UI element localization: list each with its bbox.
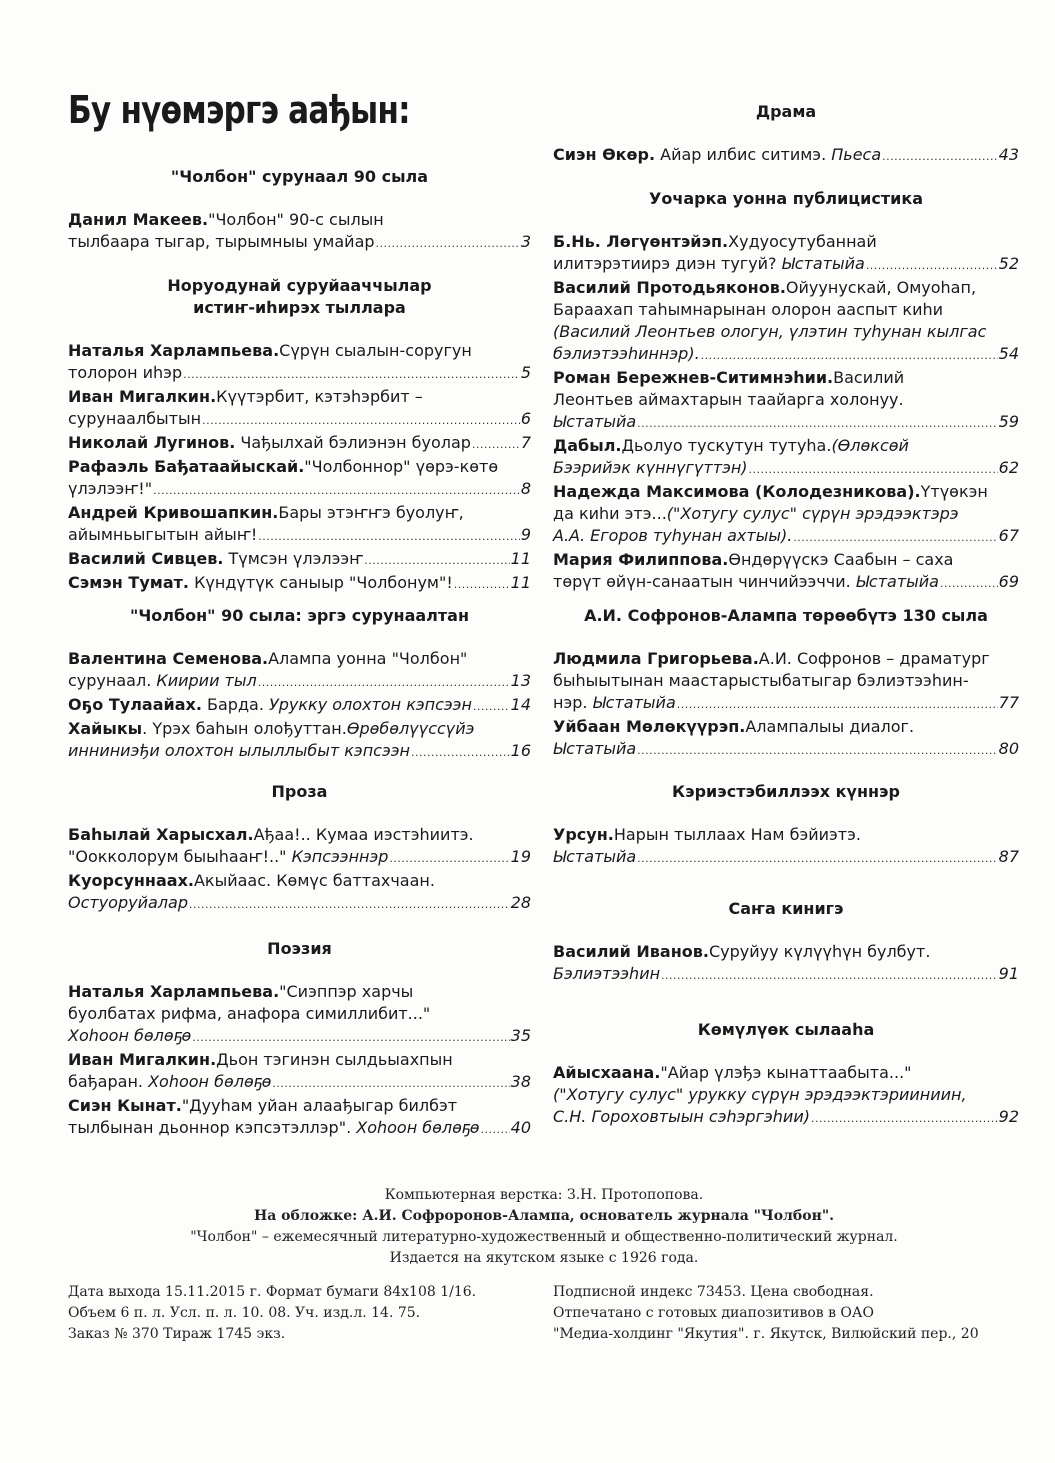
entry-text: Күндүтүк саныыр "Чолбонум"! bbox=[188, 573, 453, 592]
entry-author: Василий Иванов. bbox=[553, 942, 709, 961]
entry-genre: Кэпсээннэр bbox=[291, 847, 389, 866]
entry-author: Айысхаана. bbox=[553, 1063, 661, 1082]
entry-genre: Бээрийэк күннүгүттэн) bbox=[553, 458, 748, 477]
entry-author: Наталья Харлампьева. bbox=[68, 341, 280, 360]
entry-text: "Сиэппэр харчы bbox=[279, 982, 414, 1001]
leader-dots bbox=[793, 527, 997, 549]
entry-text: Бараахап таһымнарынан олорон ааспыт киһи bbox=[553, 300, 944, 319]
section-title-line: истиҥ-иһирэх тыллара bbox=[193, 298, 406, 317]
entry-author: Куорсуннаах. bbox=[68, 871, 194, 890]
entry-genre: (Өлөксөй bbox=[831, 436, 909, 455]
entry-genre: Ыстатыйа bbox=[855, 572, 939, 591]
section-writers bbox=[68, 275, 531, 596]
entry-text: төрүт өйүн-санаатын чинчийээччи. bbox=[553, 572, 856, 591]
entry-text: Түмсэн үлэлээҥ bbox=[223, 549, 364, 568]
entry-text: Сүрүн сыалын-соругун bbox=[279, 341, 472, 360]
leader-dots bbox=[258, 672, 510, 694]
page-number: 77 bbox=[998, 693, 1019, 712]
leader-dots bbox=[153, 480, 520, 502]
toc-entry[interactable] bbox=[68, 981, 531, 1049]
entry-text: да киһи этэ... bbox=[553, 504, 667, 523]
leader-dots bbox=[637, 848, 997, 870]
toc-entry[interactable] bbox=[553, 435, 1019, 481]
entry-author: Урсун. bbox=[553, 825, 614, 844]
toc-entry[interactable] bbox=[68, 1049, 531, 1095]
imprint-line: Заказ № 370 Тираж 1745 экз. bbox=[68, 1326, 286, 1342]
entry-text: Леонтьев аймахтарын таайарга холонуу. bbox=[553, 390, 904, 409]
page-number: 40 bbox=[510, 1118, 531, 1137]
leader-dots bbox=[811, 1108, 998, 1130]
leader-dots bbox=[749, 459, 998, 481]
page-number: 28 bbox=[510, 893, 531, 912]
entry-text: "Чолбоннор" үөрэ-көтө bbox=[304, 457, 499, 476]
entry-text: Худуосутубаннай bbox=[728, 232, 877, 251]
imprint-layout-credit: Компьютерная верстка: З.Н. Протопопова. bbox=[384, 1187, 704, 1203]
entry-text: Айар илбис ситимэ. bbox=[655, 145, 832, 164]
leader-dots bbox=[376, 233, 520, 255]
entry-author: Сэмэн Тумат. bbox=[68, 573, 189, 592]
toc-entry[interactable] bbox=[68, 432, 531, 456]
entry-genre: С.Н. Гороховтыын сэһэргэһии) bbox=[553, 1107, 810, 1126]
leader-dots bbox=[258, 526, 520, 548]
toc-entry[interactable] bbox=[553, 648, 1019, 716]
page-number: 14 bbox=[510, 695, 531, 714]
entry-text: тылбынан дьоннор кэпсэтэллэр". bbox=[68, 1118, 357, 1137]
entry-author: Иван Мигалкин. bbox=[68, 1050, 217, 1069]
toc-entry[interactable] bbox=[68, 572, 531, 596]
entry-genre: Өрөбөлүүссүйэ bbox=[346, 719, 475, 738]
entry-text: "Дууһам уйан алаађыгар билбэт bbox=[181, 1096, 458, 1115]
entry-genre: Ыстатыйа bbox=[553, 412, 637, 431]
section-memorial-days bbox=[553, 781, 1019, 870]
entry-text: Бары этэҥҥэ буолуҥ, bbox=[278, 503, 464, 522]
page-number: 92 bbox=[998, 1107, 1019, 1126]
page-number: 54 bbox=[998, 344, 1019, 363]
imprint-line: Дата выхода 15.11.2015 г. Формат бумаги 84х108 1/16. bbox=[68, 1284, 477, 1300]
entry-text: Нарын тыллаах Нам бэйиэтэ. bbox=[613, 825, 861, 844]
entry-text: нэр. bbox=[553, 693, 593, 712]
page-number: 6 bbox=[520, 409, 531, 428]
section-old-journal bbox=[68, 605, 531, 764]
leader-dots bbox=[481, 1119, 510, 1141]
toc-entry[interactable] bbox=[553, 481, 1019, 549]
entry-text: буолбатах рифма, анафора симиллибит..." bbox=[68, 1004, 431, 1023]
leader-dots bbox=[473, 696, 510, 718]
entry-author: Надежда Максимова (Колодезникова). bbox=[553, 482, 921, 501]
entry-text: сурунаалбытын bbox=[68, 409, 202, 428]
entry-text: Акыйаас. Көмүс баттахчаан. bbox=[193, 871, 435, 890]
entry-text: Үтүөкэн bbox=[920, 482, 988, 501]
entry-text: быһыытынан маастарыстыбатыгар бэлиэтээһин- bbox=[553, 671, 969, 690]
toc-entry[interactable] bbox=[553, 231, 1019, 277]
section-title: Драма bbox=[755, 102, 817, 121]
entry-text: Өндөрүүскэ Саабын – саха bbox=[728, 550, 954, 569]
section-title: Поэзия bbox=[267, 939, 332, 958]
leader-dots bbox=[677, 694, 998, 716]
entry-genre: инниниэђи олохтон ылыллыбыт кэпсээн bbox=[68, 741, 410, 760]
toc-entry[interactable] bbox=[553, 277, 1019, 367]
page-title: Бу нүөмэргэ аађын: bbox=[68, 88, 410, 132]
section-title: "Чолбон" 90 сыла: эргэ сурунаалтан bbox=[129, 606, 469, 625]
imprint-right bbox=[553, 1282, 1023, 1345]
leader-dots bbox=[454, 574, 510, 596]
leader-dots bbox=[389, 848, 509, 870]
entry-genre: Киирии тыл bbox=[156, 671, 257, 690]
toc-entry[interactable] bbox=[68, 718, 531, 764]
entry-author: Дабыл. bbox=[553, 436, 622, 455]
entry-author: Иван Мигалкин. bbox=[68, 387, 217, 406]
entry-genre: Ыстатыйа bbox=[592, 693, 676, 712]
leader-dots bbox=[192, 1027, 509, 1049]
toc-entry[interactable] bbox=[68, 502, 531, 548]
leader-dots bbox=[637, 740, 997, 762]
imprint-since: Издается на якутском языке с 1926 года. bbox=[389, 1250, 699, 1266]
page-number: 11 bbox=[510, 549, 531, 568]
section-title: Уочарка уонна публицистика bbox=[649, 189, 923, 208]
entry-text: бађаран. bbox=[68, 1072, 149, 1091]
section-title: Кэриэстэбиллээх күннэр bbox=[672, 782, 900, 801]
entry-text: Ойуунускай, Омуоһап, bbox=[785, 278, 977, 297]
page-number: 43 bbox=[998, 145, 1019, 164]
imprint-cover-label: На обложке: bbox=[253, 1208, 358, 1224]
entry-text: Суруйуу күлүүһүн булбут. bbox=[708, 942, 931, 961]
page-number: 52 bbox=[998, 254, 1019, 273]
section-poetry bbox=[68, 938, 531, 1141]
page-number: 9 bbox=[520, 525, 531, 544]
toc-entry[interactable] bbox=[553, 716, 1019, 762]
page-number: 5 bbox=[520, 363, 531, 382]
imprint-cover-text: А.И. Софроронов-Алампа, основатель журнала "Чолбон". bbox=[357, 1208, 835, 1224]
entry-author: Данил Макеев. bbox=[68, 210, 209, 229]
page-number: 67 bbox=[998, 526, 1019, 545]
entry-author: Андрей Кривошапкин. bbox=[68, 503, 279, 522]
toc-entry[interactable] bbox=[553, 941, 1019, 987]
toc-entry[interactable] bbox=[68, 824, 531, 870]
entry-author: Роман Бережнев-Ситимнэһии. bbox=[553, 368, 834, 387]
entry-text: Дьон тэгинэн сылдьыахпын bbox=[216, 1050, 453, 1069]
entry-author: Сиэн Кынат. bbox=[68, 1096, 182, 1115]
section-chollbon-90 bbox=[68, 166, 531, 255]
toc-entry[interactable] bbox=[553, 824, 1019, 870]
toc-entry[interactable] bbox=[68, 340, 531, 386]
entry-text: илитэрэтиирэ диэн тугуй? bbox=[553, 254, 782, 273]
imprint-cover-note bbox=[68, 1206, 1020, 1227]
entry-author: Василий Протодьяконов. bbox=[553, 278, 786, 297]
entry-text: Дьолуо тускутун тутуһа. bbox=[621, 436, 832, 455]
entry-genre: ("Хотугу сулус" сүрүн эрэдээктэрэ bbox=[666, 504, 959, 523]
imprint-line: Объем 6 п. л. Усл. п. л. 10. 08. Уч. изд.л. 14. 75. bbox=[68, 1305, 421, 1321]
section-title: "Чолбон" сурунаал 90 сыла bbox=[170, 167, 429, 186]
imprint-description: "Чолбон" – ежемесячный литературно-художественный и общественно-политический журнал. bbox=[190, 1229, 898, 1245]
imprint-left bbox=[68, 1282, 538, 1345]
entry-text: Алампа уонна "Чолбон" bbox=[268, 649, 468, 668]
entry-text: . Үрэх баһын олођуттан. bbox=[142, 719, 347, 738]
entry-genre: Ыстатыйа bbox=[553, 847, 637, 866]
leader-dots bbox=[411, 742, 510, 764]
page-number: 80 bbox=[998, 739, 1019, 758]
entry-author: Сиэн Өкөр. bbox=[553, 145, 656, 164]
toc-entry[interactable] bbox=[553, 367, 1019, 435]
section-essays bbox=[553, 188, 1019, 595]
leader-dots bbox=[637, 413, 997, 435]
entry-text: Чађылхай бэлиэнэн буолар bbox=[235, 433, 471, 452]
entry-text: Ађаа!.. Кумаа иэстэһиитэ. bbox=[253, 825, 474, 844]
entry-text: Күүтэрбит, кэтэһэрбит – bbox=[216, 387, 423, 406]
toc-entry[interactable] bbox=[68, 386, 531, 432]
entry-text: А.И. Софронов – драматург bbox=[758, 649, 990, 668]
page-number: 35 bbox=[510, 1026, 531, 1045]
leader-dots bbox=[202, 410, 520, 432]
leader-dots bbox=[661, 965, 998, 987]
imprint-line: Подписной индекс 73453. Цена свободная. bbox=[553, 1284, 874, 1300]
leader-dots bbox=[866, 255, 998, 277]
entry-author: Б.Нь. Лөгүөнтэйэп. bbox=[553, 232, 729, 251]
imprint-line: "Медиа-холдинг "Якутия". г. Якутск, Вилюйский пер., 20 bbox=[553, 1326, 979, 1342]
entry-text: Алампалыы диалог. bbox=[745, 717, 915, 736]
entry-text: айымньыгытын айыҥ! bbox=[68, 525, 258, 544]
entry-genre: (Василий Леонтьев ологун, үлэтин туһунан кылгас bbox=[553, 322, 987, 341]
entry-genre: Остуоруйалар bbox=[68, 893, 188, 912]
entry-genre: Хоһоон бөлөҕө bbox=[68, 1026, 192, 1045]
section-title-line: Норуодунай суруйааччылар bbox=[167, 276, 432, 295]
entry-author: Николай Лугинов. bbox=[68, 433, 236, 452]
entry-genre: Хоһоон бөлөҕө bbox=[356, 1118, 480, 1137]
entry-text: толорон иһэр bbox=[68, 363, 183, 382]
page-number: 3 bbox=[520, 232, 531, 251]
toc-entry[interactable] bbox=[68, 648, 531, 694]
section-title: Саҥа кинигэ bbox=[728, 899, 844, 918]
section-drama bbox=[553, 101, 1019, 168]
entry-text: "Оокколорум быыһааҥ!.." bbox=[68, 847, 292, 866]
entry-genre: ("Хотугу сулус" урукку сүрүн эрэдээктэрииниин, bbox=[553, 1085, 967, 1104]
entry-text: Василий bbox=[833, 368, 905, 387]
leader-dots bbox=[472, 434, 520, 456]
entry-text: үлэлээҥ!" bbox=[68, 479, 153, 498]
entry-genre: бэлиэтээһиннэр). bbox=[553, 344, 700, 363]
entry-author: Рафаэль Бађатаайыскай. bbox=[68, 457, 305, 476]
entry-author: Василий Сивцев. bbox=[68, 549, 224, 568]
imprint-center bbox=[68, 1185, 1020, 1269]
entry-genre: Хоһоон бөлөҕө bbox=[148, 1072, 272, 1091]
leader-dots bbox=[701, 345, 998, 367]
leader-dots bbox=[272, 1073, 509, 1095]
entry-genre: Ыстатыйа bbox=[553, 739, 637, 758]
entry-author: Баһылай Харысхал. bbox=[68, 825, 254, 844]
leader-dots bbox=[882, 146, 998, 168]
leader-dots bbox=[189, 894, 510, 916]
entry-author: Мария Филиппова. bbox=[553, 550, 729, 569]
page-number: 87 bbox=[998, 847, 1019, 866]
entry-genre: Бэлиэтээһин bbox=[553, 964, 661, 983]
toc-entry[interactable] bbox=[553, 1062, 1019, 1130]
page-number: 19 bbox=[510, 847, 531, 866]
leader-dots bbox=[183, 364, 520, 386]
page-number: 69 bbox=[998, 572, 1019, 591]
toc-entry[interactable] bbox=[68, 456, 531, 502]
entry-author: Оҕо Тулаайах. bbox=[68, 695, 202, 714]
entry-genre: Ыстатыйа bbox=[781, 254, 865, 273]
page-number: 13 bbox=[510, 671, 531, 690]
toc-entry[interactable] bbox=[68, 209, 531, 255]
entry-author: Валентина Семенова. bbox=[68, 649, 269, 668]
entry-text: тылбаара тыгар, тырымныы умайар bbox=[68, 232, 375, 251]
entry-text: Барда. bbox=[201, 695, 269, 714]
toc-entry[interactable] bbox=[68, 694, 531, 718]
toc-entry[interactable] bbox=[68, 1095, 531, 1141]
section-alampa-130 bbox=[553, 605, 1019, 762]
page-number: 7 bbox=[520, 433, 531, 452]
page-number: 91 bbox=[998, 964, 1019, 983]
toc-entry[interactable] bbox=[553, 144, 1019, 168]
entry-author: Наталья Харлампьева. bbox=[68, 982, 280, 1001]
section-hearth-warmth bbox=[553, 1019, 1019, 1130]
section-title: Көмүлүөк сылааһа bbox=[697, 1020, 875, 1039]
section-title: А.И. Софронов-Алампа төрөөбүтэ 130 сыла bbox=[584, 606, 988, 625]
page-number: 62 bbox=[998, 458, 1019, 477]
imprint-line: Отпечатано с готовых диапозитивов в ОАО bbox=[553, 1305, 874, 1321]
entry-author: Хайыкы bbox=[68, 719, 143, 738]
section-title bbox=[68, 275, 531, 319]
page-number: 8 bbox=[520, 479, 531, 498]
page-number: 16 bbox=[510, 741, 531, 760]
toc-entry[interactable] bbox=[553, 549, 1019, 595]
entry-genre: А.А. Егоров туһунан ахтыы). bbox=[553, 526, 793, 545]
entry-text: "Айар үлэђэ кынаттаабыта..." bbox=[660, 1063, 912, 1082]
leader-dots bbox=[364, 550, 509, 572]
page-number: 11 bbox=[510, 573, 531, 592]
entry-text: сурунаал. bbox=[68, 671, 157, 690]
entry-genre: Урукку олохтон кэпсээн bbox=[269, 695, 472, 714]
page-number: 59 bbox=[998, 412, 1019, 431]
page-number: 38 bbox=[510, 1072, 531, 1091]
section-new-book bbox=[553, 898, 1019, 987]
entry-genre: Пьеса bbox=[831, 145, 882, 164]
toc-entry[interactable] bbox=[68, 870, 531, 916]
toc-entry[interactable] bbox=[68, 548, 531, 572]
section-title: Проза bbox=[271, 782, 328, 801]
entry-author: Уйбаан Мөлөкүүрэп. bbox=[553, 717, 746, 736]
leader-dots bbox=[940, 573, 998, 595]
entry-author: Людмила Григорьева. bbox=[553, 649, 759, 668]
section-prose bbox=[68, 781, 531, 916]
entry-text: "Чолбон" 90-с сылын bbox=[208, 210, 384, 229]
